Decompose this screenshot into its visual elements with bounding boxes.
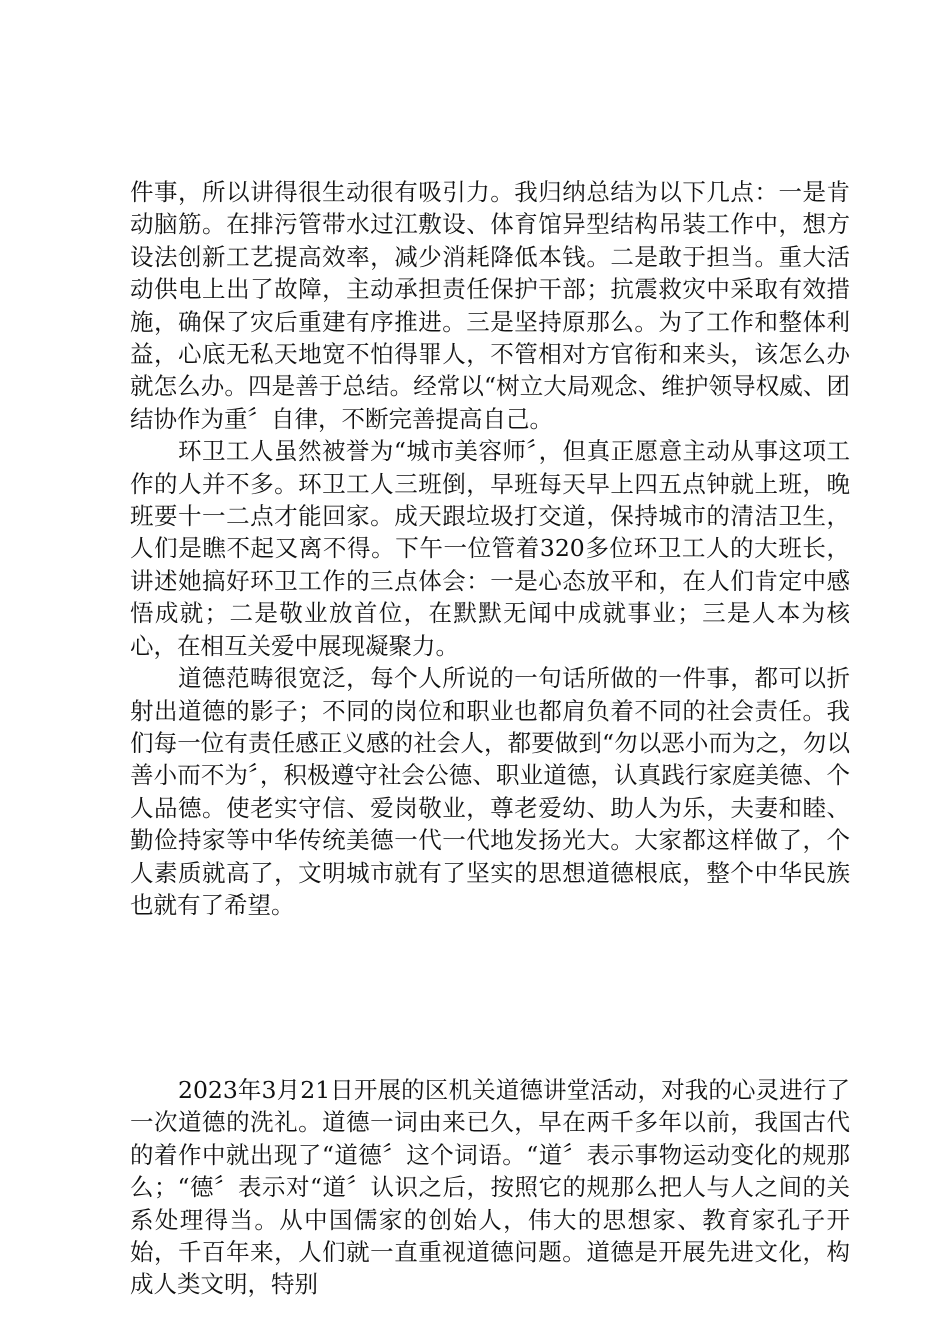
paragraph-morality-scope: 道德范畴很宽泛，每个人所说的一句话所做的一件事，都可以折射出道德的影子；不同的岗位和职业也都肩负着不同的社会责任。我们每一位有责任感正义感的社会人，都要做到“勿以恶小而为之，勿以善小而不为〞，积极遵守社会公德、职业道德，认真践行家庭美德、个人品德。使老实守信、爱岗敬业，尊老爱幼、助人为乐，夫妻和睦、勤俭持家等中华传统美德一代一代地发扬光大。大家都这样做了，个人素质就高了，文明城市就有了坚实的思想道德根底，整个中华民族也就有了希望。 [130, 664, 850, 919]
text-section-2 [130, 1074, 850, 1301]
paragraph-sanitation-workers: 环卫工人虽然被誉为“城市美容师〞，但真正愿意主动从事这项工作的人并不多。环卫工人三班倒，早班每天早上四五点钟就上班，晚班要十一二点才能回家。成天跟垃圾打交道，保持城市的清洁卫生，人们是瞧不起又离不得。下午一位管着320多位环卫工人的大班长，讲述她搞好环卫工作的三点体会：一是心态放平和，在人们肯定中感悟成就；二是敬业放首位，在默默无闻中成就事业；三是人本为核心，在相互关爱中展现凝聚力。 [130, 437, 850, 660]
paragraph-moral-lecture: 2023年3月21日开展的区机关道德讲堂活动，对我的心灵进行了一次道德的洗礼。道德一词由来已久，早在两千多年以前，我国古代的着作中就出现了“道德〞这个词语。“道〞表示事物运动变化的规那么；“德〞表示对“道〞认识之后，按照它的规那么把人与人之间的关系处理得当。从中国儒家的创始人，伟大的思想家、教育家孔子开始，千百年来，人们就一直重视道德问题。道德是开展先进文化，构成人类文明，特别 [130, 1076, 850, 1299]
paragraph-continued: 件事，所以讲得很生动很有吸引力。我归纳总结为以下几点：一是肯动脑筋。在排污管带水过江敷设、体育馆异型结构吊装工作中，想方设法创新工艺提高效率，减少消耗降低本钱。二是敢于担当。重大活动供电上出了故障，主动承担责任保护干部；抗震救灾中采取有效措施，确保了灾后重建有序推进。三是坚持原那么。为了工作和整体利益，心底无私天地宽不怕得罪人，不管相对方官衔和来头，该怎么办就怎么办。四是善于总结。经常以“树立大局观念、维护领导权威、团结协作为重〞自律，不断完善提高自己。 [130, 178, 850, 433]
text-section-1 [130, 176, 850, 921]
